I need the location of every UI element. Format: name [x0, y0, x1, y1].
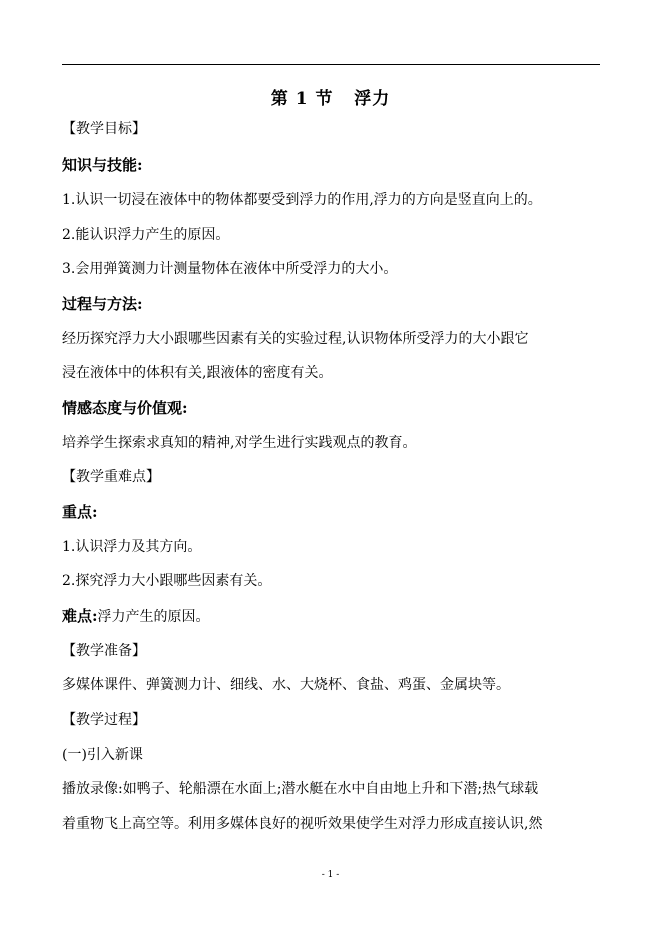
page-title: 第 1 节 浮力: [270, 89, 391, 109]
section-heading-preparation: 【教学准备】: [62, 643, 146, 659]
key-point-item-2: 2.探究浮力大小跟哪些因素有关。: [62, 573, 272, 589]
difficulty-label: 难点:: [62, 607, 98, 625]
section-heading-objectives: 【教学目标】: [62, 121, 146, 137]
key-point-item-1: 1.认识浮力及其方向。: [62, 539, 202, 555]
preparation-text: 多媒体课件、弹簧测力计、细线、水、大烧杯、食盐、鸡蛋、金属块等。: [62, 677, 510, 693]
process-text-line-1: 经历探究浮力大小跟哪些因素有关的实验过程,认识物体所受浮力的大小跟它: [62, 331, 529, 347]
section-heading-process: 【教学过程】: [62, 712, 146, 728]
difficulty-text: 浮力产生的原因。: [97, 609, 210, 625]
page-number: - 1 -: [321, 870, 340, 880]
introduction-text-line-1: 播放录像:如鸭子、轮船漂在水面上;潜水艇在水中自由地上升和下潜;热气球载: [62, 781, 539, 797]
subheading-process-method: 过程与方法:: [62, 295, 143, 313]
difficulty-line: [62, 606, 210, 627]
section-heading-key-points: 【教学重难点】: [62, 469, 160, 485]
objective-item-2: 2.能认识浮力产生的原因。: [62, 227, 230, 243]
subheading-knowledge-skills: 知识与技能:: [62, 156, 143, 174]
objective-item-1: 1.认识一切浸在液体中的物体都要受到浮力的作用,浮力的方向是竖直向上的。: [62, 192, 542, 208]
subheading-attitude-values: 情感态度与价值观:: [62, 399, 188, 417]
top-rule: [62, 64, 600, 65]
objective-item-3: 3.会用弹簧测力计测量物体在液体中所受浮力的大小。: [62, 261, 398, 277]
attitude-text: 培养学生探索求真知的精神,对学生进行实践观点的教育。: [62, 435, 417, 451]
subheading-key-point: 重点:: [62, 503, 98, 521]
subsection-introduction: (一)引入新课: [62, 747, 143, 763]
process-text-line-2: 浸在液体中的体积有关,跟液体的密度有关。: [62, 365, 333, 381]
introduction-text-line-2: 着重物飞上高空等。利用多媒体良好的视听效果使学生对浮力形成直接认识,然: [62, 816, 543, 832]
